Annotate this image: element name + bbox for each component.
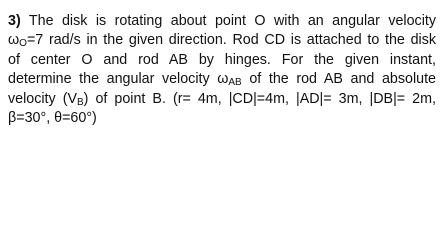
problem-line-2 (8, 31, 436, 50)
omega-symbol: ω (8, 32, 20, 49)
problem-line-4 (8, 70, 436, 89)
problem-line-5 (8, 90, 436, 109)
omega-ab-subscript: AB (228, 77, 242, 89)
problem-line-6 (8, 109, 436, 128)
omega-subscript: O (19, 38, 27, 50)
problem-line-1 (8, 12, 436, 31)
velocity-subscript: B (77, 96, 84, 108)
line-text: velocity (V (8, 90, 77, 107)
problem-number: 3) (8, 13, 21, 29)
line-text: β=30°, θ=60°) (8, 110, 97, 127)
line-text: The disk is rotating about point O with an angular velocity (20, 13, 436, 29)
problem-line-3 (8, 51, 436, 70)
line-text: of center O and rod AB by hinges. For the given instant, (8, 51, 436, 68)
line-text: of the rod AB and absolute (241, 71, 436, 88)
line-text: =7 rad/s in the given direction. Rod CD is attached to the disk (26, 32, 436, 49)
line-text: ) of point B. (r= 4m, |CD|=4m, |AD|= 3m, |DB|= 2m, (83, 90, 436, 107)
problem-statement (8, 12, 436, 128)
line-text: determine the angular velocity ω (8, 71, 229, 88)
